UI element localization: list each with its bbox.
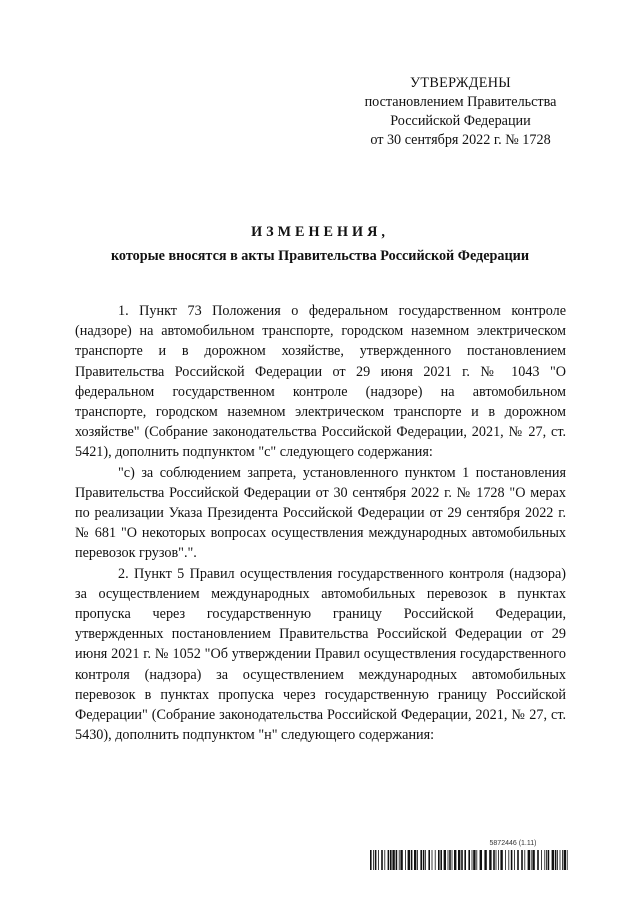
barcode-bar	[532, 850, 534, 870]
barcode-icon	[370, 850, 568, 870]
barcode-bar	[476, 850, 477, 870]
barcode-bar	[511, 850, 513, 870]
barcode-bar	[500, 850, 502, 870]
barcode-bar	[375, 850, 377, 870]
barcode-bar	[428, 850, 430, 870]
barcode-bar	[472, 850, 473, 870]
approval-line-2: Российской Федерации	[390, 113, 531, 129]
barcode-bar	[546, 850, 547, 870]
barcode-bar	[373, 850, 374, 870]
barcode-bar	[420, 850, 422, 870]
barcode-bar	[505, 850, 506, 870]
barcode-bar	[537, 850, 539, 870]
barcode-bar	[552, 850, 554, 870]
barcode-bar	[449, 850, 451, 870]
barcode-bar	[541, 850, 542, 870]
barcode-bar	[432, 850, 433, 870]
barcode-bar	[444, 850, 446, 870]
barcode-bar	[425, 850, 426, 870]
barcode-bar	[370, 850, 372, 870]
document-id: 5872446 (1.11)	[489, 840, 537, 847]
barcode-bar	[548, 850, 550, 870]
barcode-bar	[544, 850, 545, 870]
barcode-bar	[496, 850, 497, 870]
barcode-bar	[480, 850, 482, 870]
barcode-bar	[378, 850, 379, 870]
barcode-bar	[390, 850, 392, 870]
barcode-bar	[381, 850, 383, 870]
barcode-bar	[438, 850, 440, 870]
barcode-bar	[400, 850, 402, 870]
barcode-bar	[435, 850, 436, 870]
barcode-bar	[448, 850, 449, 870]
barcode-bar	[423, 850, 425, 870]
barcode-bar	[452, 850, 453, 870]
barcode-bar	[521, 850, 523, 870]
barcode-bar	[399, 850, 400, 870]
barcode-bar	[560, 850, 561, 870]
barcode-bar	[555, 850, 557, 870]
barcode-bar	[531, 850, 532, 870]
barcode-bar	[405, 850, 406, 870]
paragraph-2: 2. Пункт 5 Правил осуществления государственного контроля (надзора) за осуществлением международных автомобильных перевозок в пунктах пропуска через государственную границу Российской Федерации, утвержденных постановлением Правительства Российской Федерации от 29 июня 2021 г. № 1052 "Об утверждении Правил осуществления государственного контроля (надзора) за осуществлением международных автомобильных перевозок в пунктах пропуска через государственную границу Российской Федерации" (Собрание законодательства Российской Федерации, 2021, № 27, ст. 5430), дополнить подпунктом "н" следующего содержания:	[75, 565, 566, 744]
approval-heading: УТВЕРЖДЕНЫ	[410, 75, 511, 91]
barcode-bar	[440, 850, 442, 870]
approval-stamp	[348, 74, 573, 150]
barcode-bar	[562, 850, 563, 870]
approval-line-1: постановлением Правительства	[364, 94, 557, 110]
barcode-bar	[489, 850, 491, 870]
document-body	[75, 301, 566, 745]
barcode-bar	[468, 850, 470, 870]
barcode-bar	[454, 850, 456, 870]
paragraph-1-quote: "с) за соблюдением запрета, установленного пунктом 1 постановления Правительства Российской Федерации от 30 сентября 2022 г. № 1728 "О мерах по реализации Указа Президента Российской Федерации от 29 сентября 2022 г. № 681 "О некоторых вопросах осуществления международных автомобильных перевозок грузов".".	[75, 464, 566, 562]
barcode-bar	[528, 850, 530, 870]
barcode-bar	[498, 850, 499, 870]
document-subtitle: которые вносятся в акты Правительства Российской Федерации	[110, 248, 530, 264]
barcode-bar	[514, 850, 515, 870]
barcode-bar	[458, 850, 460, 870]
barcode-bar	[564, 850, 566, 870]
barcode-bar	[392, 850, 394, 870]
barcode-bar	[557, 850, 558, 870]
barcode-bar	[388, 850, 390, 870]
approval-line-3: от 30 сентября 2022 г. № 1728	[370, 132, 551, 148]
barcode-bar	[484, 850, 486, 870]
barcode-bar	[508, 850, 509, 870]
barcode-bar	[517, 850, 519, 870]
barcode-bar	[384, 850, 385, 870]
paragraph-1: 1. Пункт 73 Положения о федеральном государственном контроле (надзоре) на автомобильном транспорте, городском наземном электрическом транспорте и в дорожном хозяйстве, утвержденного постановлением Правительства Российской Федерации от 29 июня 2021 г. № 1043 "О федеральном государственном контроле (надзоре) на автомобильном транспорте, городском наземном электрическом транспорте и в дорожном хозяйстве" (Собрание законодательства Российской Федерации, 2021, № 27, ст. 5421), дополнить подпунктом "с" следующего содержания:	[75, 303, 566, 461]
barcode-bar	[408, 850, 410, 870]
barcode-bar	[567, 850, 568, 870]
barcode-bar	[524, 850, 525, 870]
barcode-bar	[411, 850, 413, 870]
barcode-bar	[414, 850, 416, 870]
barcode-bar	[396, 850, 398, 870]
document-title: ИЗМЕНЕНИЯ,	[251, 224, 389, 240]
barcode-bar	[417, 850, 418, 870]
barcode-bar	[464, 850, 466, 870]
barcode-bar	[461, 850, 463, 870]
barcode-bar	[473, 850, 475, 870]
barcode-bar	[493, 850, 495, 870]
